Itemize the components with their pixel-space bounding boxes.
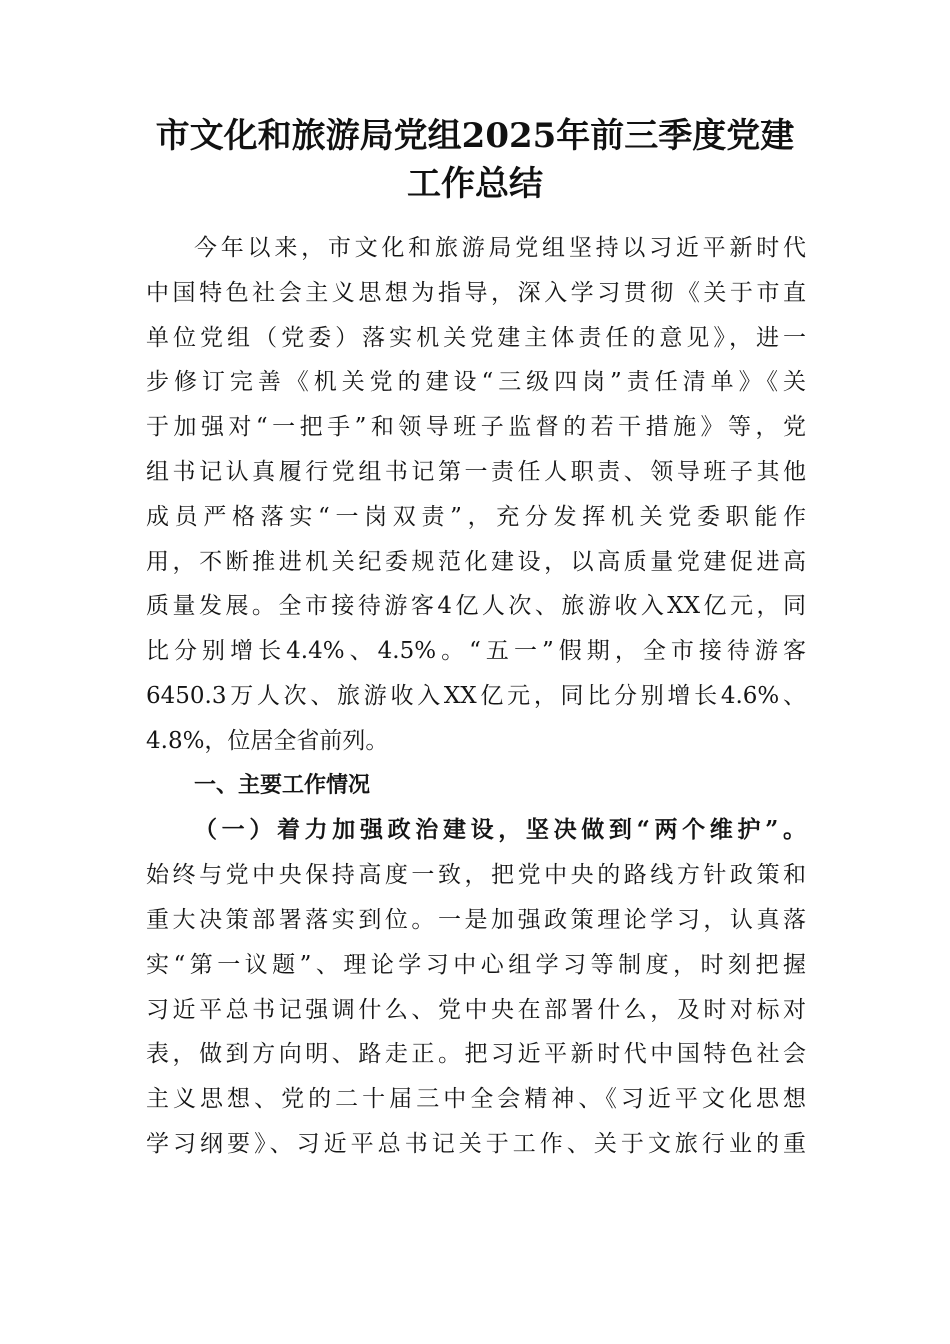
paragraph-line: 主义思想、党的二十届三中全会精神、《习近平文化思想 (146, 1086, 806, 1113)
paragraph-line: 中国特色社会主义思想为指导，深入学习贯彻《关于市直 (146, 279, 806, 306)
title-line-1: 市文化和旅游局党组2025年前三季度党建 (155, 116, 795, 156)
paragraph-line: 始终与党中央保持高度一致，把党中央的路线方针政策和 (146, 862, 806, 889)
paragraph-line: 成员严格落实“一岗双责”，充分发挥机关党委职能作 (146, 503, 806, 530)
title-line-2: 工作总结 (407, 164, 543, 204)
document-title (120, 112, 830, 208)
paragraph-line: 单位党组（党委）落实机关党建主体责任的意见》，进一 (146, 324, 806, 351)
paragraph-line: 步修订完善《机关党的建设“三级四岗”责任清单》《关 (146, 369, 806, 396)
section-heading: 一、主要工作情况 (194, 772, 371, 798)
paragraph-line: 比分别增长4.4%、4.5%。“五一”假期，全市接待游客 (146, 638, 806, 665)
paragraph-line: 习近平总书记强调什么、党中央在部署什么，及时对标对 (146, 996, 806, 1023)
subsection-heading: （一）着力加强政治建设，坚决做到“两个维护”。 (194, 816, 806, 844)
paragraph-line: 重大决策部署落实到位。一是加强政策理论学习，认真落 (146, 906, 806, 933)
paragraph-line: 组书记认真履行党组书记第一责任人职责、领导班子其他 (146, 458, 806, 485)
paragraph-line: 质量发展。全市接待游客4亿人次、旅游收入XX亿元，同 (146, 593, 806, 620)
paragraph-line: 表，做到方向明、路走正。把习近平新时代中国特色社会 (146, 1041, 806, 1068)
paragraph-line: 用，不断推进机关纪委规范化建设，以高质量党建促进高 (146, 548, 806, 575)
paragraph-line: 学习纲要》、习近平总书记关于工作、关于文旅行业的重 (146, 1130, 806, 1157)
paragraph-line: 实“第一议题”、理论学习中心组学习等制度，时刻把握 (146, 951, 806, 978)
paragraph-line: 今年以来，市文化和旅游局党组坚持以习近平新时代 (194, 235, 806, 261)
paragraph-line: 于加强对“一把手”和领导班子监督的若干措施》等，党 (146, 414, 806, 441)
document-body (146, 226, 806, 1167)
paragraph-line: 4.8%，位居全省前列。 (146, 727, 389, 754)
paragraph-line: 6450.3万人次、旅游收入XX亿元，同比分别增长4.6%、 (146, 682, 806, 709)
